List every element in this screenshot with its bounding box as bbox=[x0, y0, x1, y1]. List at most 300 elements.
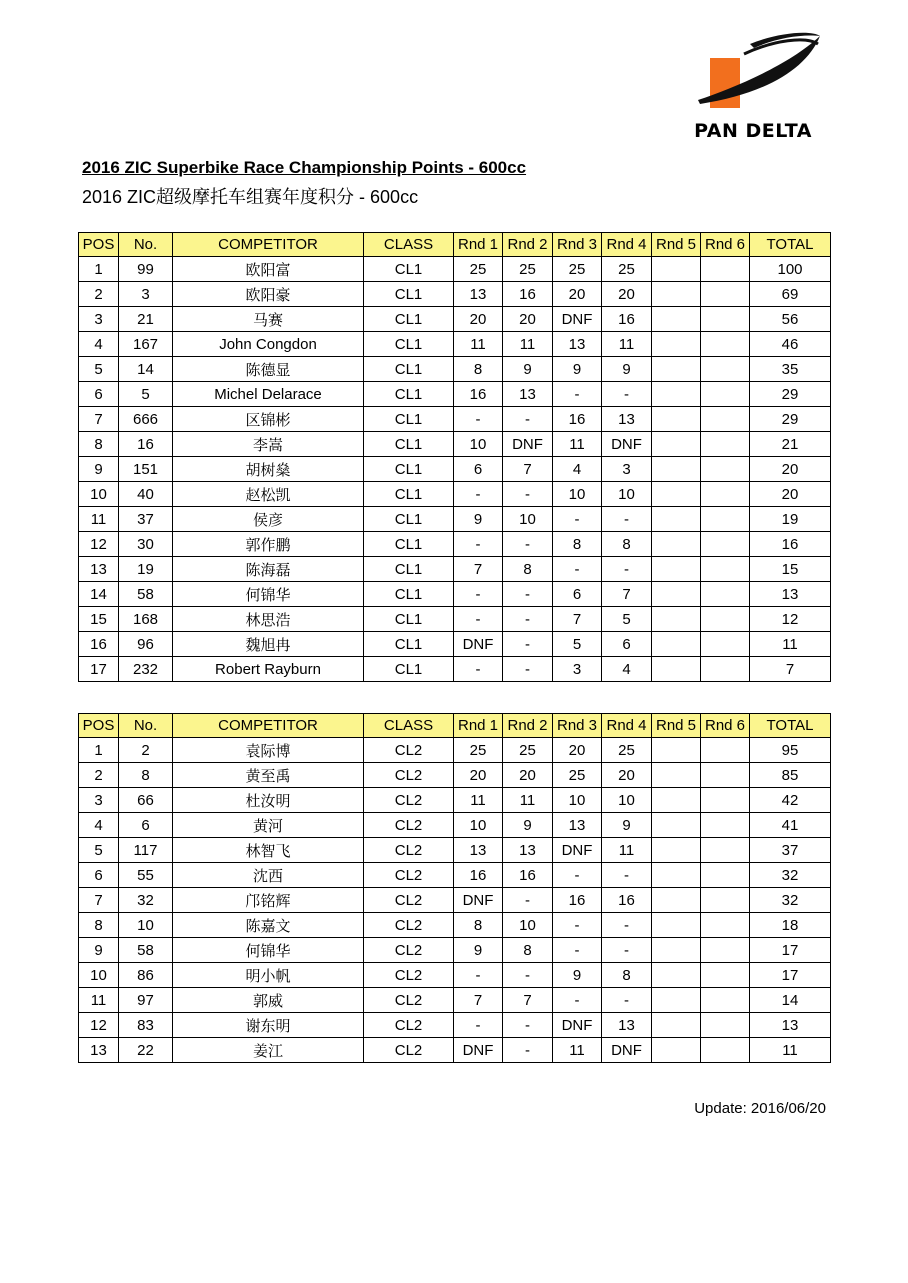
cell-rnd-3: 4 bbox=[553, 457, 602, 482]
title-english: 2016 ZIC Superbike Race Championship Points - 600cc bbox=[82, 158, 527, 177]
cell-rnd-1: 25 bbox=[454, 257, 503, 282]
cell-competitor: 魏旭冉 bbox=[173, 632, 364, 657]
cell-pos: 1 bbox=[79, 257, 119, 282]
cell-number: 96 bbox=[119, 632, 173, 657]
cell-total: 13 bbox=[750, 582, 831, 607]
cell-number: 83 bbox=[119, 1013, 173, 1038]
cell-number: 40 bbox=[119, 482, 173, 507]
cell-rnd-4: 4 bbox=[602, 657, 652, 682]
cell-rnd-5 bbox=[652, 938, 701, 963]
cell-rnd-4: - bbox=[602, 863, 652, 888]
cell-rnd-4: 20 bbox=[602, 282, 652, 307]
cell-rnd-6 bbox=[701, 332, 750, 357]
cell-number: 10 bbox=[119, 913, 173, 938]
cell-pos: 5 bbox=[79, 357, 119, 382]
cell-rnd-3: 9 bbox=[553, 357, 602, 382]
cell-number: 14 bbox=[119, 357, 173, 382]
cell-rnd-5 bbox=[652, 457, 701, 482]
column-header-total: TOTAL bbox=[750, 714, 831, 738]
cell-rnd-3: - bbox=[553, 382, 602, 407]
cell-total: 56 bbox=[750, 307, 831, 332]
column-header-number: No. bbox=[119, 714, 173, 738]
cell-rnd-5 bbox=[652, 557, 701, 582]
cell-rnd-2: 7 bbox=[503, 988, 553, 1013]
cell-pos: 2 bbox=[79, 282, 119, 307]
column-header-rnd-1: Rnd 1 bbox=[454, 233, 503, 257]
cell-class: CL2 bbox=[364, 788, 454, 813]
cell-rnd-6 bbox=[701, 788, 750, 813]
column-header-rnd-5: Rnd 5 bbox=[652, 233, 701, 257]
cell-rnd-4: 25 bbox=[602, 738, 652, 763]
cell-rnd-6 bbox=[701, 763, 750, 788]
cell-rnd-1: - bbox=[454, 482, 503, 507]
table-row bbox=[79, 432, 831, 457]
cell-rnd-2: - bbox=[503, 407, 553, 432]
cell-rnd-3: - bbox=[553, 507, 602, 532]
cell-rnd-5 bbox=[652, 863, 701, 888]
cell-rnd-3: 11 bbox=[553, 1038, 602, 1063]
cell-number: 55 bbox=[119, 863, 173, 888]
cell-rnd-1: 7 bbox=[454, 988, 503, 1013]
cell-rnd-4: 9 bbox=[602, 357, 652, 382]
cell-rnd-2: - bbox=[503, 632, 553, 657]
cell-rnd-5 bbox=[652, 582, 701, 607]
cell-rnd-4: - bbox=[602, 557, 652, 582]
cell-total: 11 bbox=[750, 1038, 831, 1063]
cell-competitor: 袁际博 bbox=[173, 738, 364, 763]
cell-rnd-5 bbox=[652, 838, 701, 863]
table-row bbox=[79, 382, 831, 407]
cell-rnd-5 bbox=[652, 357, 701, 382]
cell-rnd-6 bbox=[701, 507, 750, 532]
column-header-rnd-4: Rnd 4 bbox=[602, 233, 652, 257]
cell-rnd-3: 10 bbox=[553, 482, 602, 507]
cell-rnd-4: 7 bbox=[602, 582, 652, 607]
cell-number: 86 bbox=[119, 963, 173, 988]
cell-rnd-2: DNF bbox=[503, 432, 553, 457]
cell-number: 2 bbox=[119, 738, 173, 763]
table-row bbox=[79, 632, 831, 657]
cell-rnd-1: - bbox=[454, 532, 503, 557]
cell-pos: 3 bbox=[79, 788, 119, 813]
cell-class: CL1 bbox=[364, 632, 454, 657]
table-row bbox=[79, 582, 831, 607]
cell-number: 8 bbox=[119, 763, 173, 788]
cell-rnd-2: 10 bbox=[503, 913, 553, 938]
cell-rnd-2: 13 bbox=[503, 838, 553, 863]
cell-total: 32 bbox=[750, 888, 831, 913]
table-row bbox=[79, 407, 831, 432]
cell-pos: 4 bbox=[79, 813, 119, 838]
cell-rnd-6 bbox=[701, 963, 750, 988]
cell-pos: 4 bbox=[79, 332, 119, 357]
cell-class: CL1 bbox=[364, 657, 454, 682]
cell-rnd-6 bbox=[701, 457, 750, 482]
cell-total: 20 bbox=[750, 457, 831, 482]
table-row bbox=[79, 813, 831, 838]
cell-rnd-6 bbox=[701, 307, 750, 332]
table-row bbox=[79, 482, 831, 507]
table-row bbox=[79, 988, 831, 1013]
column-header-pos: POS bbox=[79, 233, 119, 257]
cell-rnd-6 bbox=[701, 888, 750, 913]
cell-pos: 6 bbox=[79, 863, 119, 888]
cell-competitor: John Congdon bbox=[173, 332, 364, 357]
cell-class: CL1 bbox=[364, 432, 454, 457]
cell-competitor: 区锦彬 bbox=[173, 407, 364, 432]
cell-class: CL1 bbox=[364, 307, 454, 332]
cell-competitor: 郭威 bbox=[173, 988, 364, 1013]
cell-class: CL2 bbox=[364, 963, 454, 988]
cell-rnd-6 bbox=[701, 863, 750, 888]
cell-rnd-2: 13 bbox=[503, 382, 553, 407]
cell-rnd-3: DNF bbox=[553, 1013, 602, 1038]
cell-pos: 17 bbox=[79, 657, 119, 682]
cell-class: CL1 bbox=[364, 557, 454, 582]
table-row bbox=[79, 607, 831, 632]
cell-competitor: 邝铭辉 bbox=[173, 888, 364, 913]
table-row bbox=[79, 557, 831, 582]
cell-total: 12 bbox=[750, 607, 831, 632]
cell-competitor: 黄河 bbox=[173, 813, 364, 838]
cell-rnd-4: 3 bbox=[602, 457, 652, 482]
table-row bbox=[79, 938, 831, 963]
table-row bbox=[79, 257, 831, 282]
cell-rnd-2: - bbox=[503, 1038, 553, 1063]
cell-class: CL2 bbox=[364, 763, 454, 788]
cell-rnd-4: DNF bbox=[602, 1038, 652, 1063]
cell-total: 85 bbox=[750, 763, 831, 788]
cell-rnd-4: 5 bbox=[602, 607, 652, 632]
cell-pos: 10 bbox=[79, 963, 119, 988]
column-header-rnd-6: Rnd 6 bbox=[701, 233, 750, 257]
cell-competitor: 林智飞 bbox=[173, 838, 364, 863]
cell-rnd-5 bbox=[652, 607, 701, 632]
cell-pos: 7 bbox=[79, 407, 119, 432]
cell-pos: 16 bbox=[79, 632, 119, 657]
cell-rnd-2: 11 bbox=[503, 332, 553, 357]
cell-number: 666 bbox=[119, 407, 173, 432]
cell-rnd-2: - bbox=[503, 532, 553, 557]
cell-rnd-1: 11 bbox=[454, 332, 503, 357]
cell-rnd-2: 9 bbox=[503, 357, 553, 382]
cell-rnd-3: - bbox=[553, 863, 602, 888]
cell-rnd-5 bbox=[652, 257, 701, 282]
cell-total: 7 bbox=[750, 657, 831, 682]
cell-total: 21 bbox=[750, 432, 831, 457]
cell-rnd-4: 13 bbox=[602, 1013, 652, 1038]
cell-total: 41 bbox=[750, 813, 831, 838]
cell-rnd-4: 10 bbox=[602, 788, 652, 813]
cell-class: CL2 bbox=[364, 738, 454, 763]
table-row bbox=[79, 788, 831, 813]
cell-rnd-5 bbox=[652, 788, 701, 813]
cell-rnd-6 bbox=[701, 382, 750, 407]
table-row bbox=[79, 738, 831, 763]
cell-number: 167 bbox=[119, 332, 173, 357]
cell-rnd-4: - bbox=[602, 938, 652, 963]
column-header-total: TOTAL bbox=[750, 233, 831, 257]
cell-competitor: 陈嘉文 bbox=[173, 913, 364, 938]
cell-rnd-2: 16 bbox=[503, 282, 553, 307]
cell-rnd-6 bbox=[701, 432, 750, 457]
cell-pos: 11 bbox=[79, 507, 119, 532]
cell-total: 100 bbox=[750, 257, 831, 282]
cell-rnd-3: 16 bbox=[553, 888, 602, 913]
cell-rnd-5 bbox=[652, 532, 701, 557]
cell-class: CL1 bbox=[364, 457, 454, 482]
cell-rnd-5 bbox=[652, 507, 701, 532]
table-row bbox=[79, 888, 831, 913]
cell-number: 66 bbox=[119, 788, 173, 813]
table-row bbox=[79, 282, 831, 307]
cell-number: 22 bbox=[119, 1038, 173, 1063]
cell-pos: 7 bbox=[79, 888, 119, 913]
cell-rnd-4: 9 bbox=[602, 813, 652, 838]
cell-competitor: 杜汝明 bbox=[173, 788, 364, 813]
cell-competitor: 沈西 bbox=[173, 863, 364, 888]
cell-competitor: 陈德显 bbox=[173, 357, 364, 382]
column-header-class: CLASS bbox=[364, 714, 454, 738]
cell-rnd-3: - bbox=[553, 913, 602, 938]
cell-class: CL2 bbox=[364, 1013, 454, 1038]
cell-number: 58 bbox=[119, 582, 173, 607]
table-row bbox=[79, 863, 831, 888]
cell-rnd-5 bbox=[652, 332, 701, 357]
cell-rnd-5 bbox=[652, 407, 701, 432]
table-row bbox=[79, 1013, 831, 1038]
cell-number: 30 bbox=[119, 532, 173, 557]
cell-rnd-3: 25 bbox=[553, 257, 602, 282]
cell-rnd-3: 8 bbox=[553, 532, 602, 557]
cell-competitor: 李嵩 bbox=[173, 432, 364, 457]
cell-rnd-1: 13 bbox=[454, 282, 503, 307]
cell-total: 20 bbox=[750, 482, 831, 507]
cell-class: CL1 bbox=[364, 257, 454, 282]
cell-rnd-6 bbox=[701, 407, 750, 432]
cell-pos: 9 bbox=[79, 457, 119, 482]
cell-competitor: 何锦华 bbox=[173, 582, 364, 607]
cell-rnd-5 bbox=[652, 432, 701, 457]
cell-rnd-5 bbox=[652, 738, 701, 763]
cell-number: 21 bbox=[119, 307, 173, 332]
cell-rnd-2: - bbox=[503, 482, 553, 507]
cell-rnd-5 bbox=[652, 1038, 701, 1063]
cell-class: CL2 bbox=[364, 863, 454, 888]
column-header-class: CLASS bbox=[364, 233, 454, 257]
cell-rnd-5 bbox=[652, 282, 701, 307]
cell-rnd-2: 20 bbox=[503, 307, 553, 332]
cell-rnd-2: - bbox=[503, 963, 553, 988]
cell-total: 19 bbox=[750, 507, 831, 532]
column-header-number: No. bbox=[119, 233, 173, 257]
cell-rnd-6 bbox=[701, 257, 750, 282]
logo-swoosh-icon bbox=[694, 30, 824, 112]
cell-rnd-4: - bbox=[602, 507, 652, 532]
cell-class: CL1 bbox=[364, 582, 454, 607]
cell-rnd-5 bbox=[652, 888, 701, 913]
cell-rnd-4: - bbox=[602, 382, 652, 407]
cell-total: 46 bbox=[750, 332, 831, 357]
standings-table-cl1 bbox=[78, 232, 831, 682]
cell-rnd-1: DNF bbox=[454, 1038, 503, 1063]
cell-number: 151 bbox=[119, 457, 173, 482]
cell-rnd-3: 13 bbox=[553, 813, 602, 838]
cell-number: 16 bbox=[119, 432, 173, 457]
cell-rnd-3: 25 bbox=[553, 763, 602, 788]
cell-pos: 13 bbox=[79, 1038, 119, 1063]
table-row bbox=[79, 457, 831, 482]
cell-pos: 5 bbox=[79, 838, 119, 863]
cell-rnd-4: 8 bbox=[602, 963, 652, 988]
cell-total: 17 bbox=[750, 938, 831, 963]
cell-rnd-5 bbox=[652, 813, 701, 838]
cell-rnd-3: 6 bbox=[553, 582, 602, 607]
cell-class: CL2 bbox=[364, 913, 454, 938]
table-row bbox=[79, 838, 831, 863]
cell-class: CL2 bbox=[364, 888, 454, 913]
cell-rnd-5 bbox=[652, 482, 701, 507]
cell-rnd-6 bbox=[701, 532, 750, 557]
column-header-competitor: COMPETITOR bbox=[173, 714, 364, 738]
cell-rnd-2: 25 bbox=[503, 257, 553, 282]
cell-total: 18 bbox=[750, 913, 831, 938]
cell-pos: 8 bbox=[79, 432, 119, 457]
cell-rnd-4: DNF bbox=[602, 432, 652, 457]
cell-rnd-4: 16 bbox=[602, 888, 652, 913]
cell-class: CL1 bbox=[364, 507, 454, 532]
cell-pos: 6 bbox=[79, 382, 119, 407]
column-header-rnd-3: Rnd 3 bbox=[553, 714, 602, 738]
cell-number: 58 bbox=[119, 938, 173, 963]
cell-rnd-3: 5 bbox=[553, 632, 602, 657]
column-header-rnd-1: Rnd 1 bbox=[454, 714, 503, 738]
cell-rnd-5 bbox=[652, 307, 701, 332]
cell-class: CL1 bbox=[364, 482, 454, 507]
cell-rnd-2: 8 bbox=[503, 557, 553, 582]
cell-pos: 13 bbox=[79, 557, 119, 582]
cell-total: 11 bbox=[750, 632, 831, 657]
cell-rnd-5 bbox=[652, 963, 701, 988]
cell-number: 99 bbox=[119, 257, 173, 282]
cell-class: CL1 bbox=[364, 332, 454, 357]
cell-rnd-4: - bbox=[602, 913, 652, 938]
cell-rnd-1: 7 bbox=[454, 557, 503, 582]
cell-rnd-6 bbox=[701, 938, 750, 963]
cell-competitor: 胡树燊 bbox=[173, 457, 364, 482]
cell-pos: 12 bbox=[79, 532, 119, 557]
cell-pos: 1 bbox=[79, 738, 119, 763]
cell-rnd-3: - bbox=[553, 557, 602, 582]
cell-pos: 8 bbox=[79, 913, 119, 938]
cell-rnd-3: 20 bbox=[553, 282, 602, 307]
cell-rnd-2: - bbox=[503, 657, 553, 682]
cell-rnd-1: 10 bbox=[454, 432, 503, 457]
cell-rnd-4: - bbox=[602, 988, 652, 1013]
cell-competitor: 姜江 bbox=[173, 1038, 364, 1063]
cell-rnd-1: 10 bbox=[454, 813, 503, 838]
cell-rnd-1: 13 bbox=[454, 838, 503, 863]
cell-rnd-1: - bbox=[454, 407, 503, 432]
cell-rnd-3: 16 bbox=[553, 407, 602, 432]
cell-rnd-3: 10 bbox=[553, 788, 602, 813]
cell-class: CL1 bbox=[364, 532, 454, 557]
cell-rnd-2: 20 bbox=[503, 763, 553, 788]
cell-class: CL2 bbox=[364, 1038, 454, 1063]
cell-pos: 10 bbox=[79, 482, 119, 507]
cell-rnd-6 bbox=[701, 482, 750, 507]
cell-rnd-1: - bbox=[454, 1013, 503, 1038]
cell-total: 32 bbox=[750, 863, 831, 888]
cell-rnd-1: 25 bbox=[454, 738, 503, 763]
cell-rnd-1: 11 bbox=[454, 788, 503, 813]
cell-rnd-1: 16 bbox=[454, 382, 503, 407]
cell-rnd-2: 16 bbox=[503, 863, 553, 888]
cell-class: CL2 bbox=[364, 838, 454, 863]
cell-rnd-6 bbox=[701, 1038, 750, 1063]
cell-rnd-5 bbox=[652, 382, 701, 407]
cell-rnd-2: - bbox=[503, 888, 553, 913]
cell-pos: 14 bbox=[79, 582, 119, 607]
cell-rnd-4: 16 bbox=[602, 307, 652, 332]
column-header-rnd-2: Rnd 2 bbox=[503, 233, 553, 257]
cell-total: 37 bbox=[750, 838, 831, 863]
table-row bbox=[79, 913, 831, 938]
table-header bbox=[79, 714, 831, 738]
column-header-rnd-5: Rnd 5 bbox=[652, 714, 701, 738]
cell-rnd-5 bbox=[652, 763, 701, 788]
standings-table-cl2 bbox=[78, 713, 831, 1063]
cell-rnd-2: 25 bbox=[503, 738, 553, 763]
cell-pos: 12 bbox=[79, 1013, 119, 1038]
cell-class: CL1 bbox=[364, 357, 454, 382]
cell-total: 42 bbox=[750, 788, 831, 813]
cell-rnd-2: 11 bbox=[503, 788, 553, 813]
cell-rnd-1: - bbox=[454, 657, 503, 682]
cell-rnd-4: 8 bbox=[602, 532, 652, 557]
cell-number: 6 bbox=[119, 813, 173, 838]
cell-competitor: 郭作鹏 bbox=[173, 532, 364, 557]
cell-competitor: 谢东明 bbox=[173, 1013, 364, 1038]
update-date: Update: 2016/06/20 bbox=[694, 1100, 826, 1117]
cell-rnd-4: 11 bbox=[602, 332, 652, 357]
cell-class: CL2 bbox=[364, 813, 454, 838]
column-header-rnd-4: Rnd 4 bbox=[602, 714, 652, 738]
cell-rnd-4: 11 bbox=[602, 838, 652, 863]
cell-rnd-4: 20 bbox=[602, 763, 652, 788]
cell-rnd-3: DNF bbox=[553, 838, 602, 863]
cell-rnd-1: 16 bbox=[454, 863, 503, 888]
cell-competitor: 侯彦 bbox=[173, 507, 364, 532]
cell-total: 29 bbox=[750, 382, 831, 407]
table-row bbox=[79, 1038, 831, 1063]
cell-rnd-6 bbox=[701, 607, 750, 632]
cell-rnd-5 bbox=[652, 913, 701, 938]
cell-rnd-6 bbox=[701, 632, 750, 657]
cell-total: 35 bbox=[750, 357, 831, 382]
cell-rnd-5 bbox=[652, 657, 701, 682]
column-header-rnd-3: Rnd 3 bbox=[553, 233, 602, 257]
cell-rnd-1: 8 bbox=[454, 357, 503, 382]
column-header-competitor: COMPETITOR bbox=[173, 233, 364, 257]
cell-class: CL1 bbox=[364, 407, 454, 432]
cell-rnd-1: 20 bbox=[454, 763, 503, 788]
cell-rnd-1: 20 bbox=[454, 307, 503, 332]
cell-rnd-1: 6 bbox=[454, 457, 503, 482]
column-header-pos: POS bbox=[79, 714, 119, 738]
cell-number: 5 bbox=[119, 382, 173, 407]
cell-rnd-3: 9 bbox=[553, 963, 602, 988]
